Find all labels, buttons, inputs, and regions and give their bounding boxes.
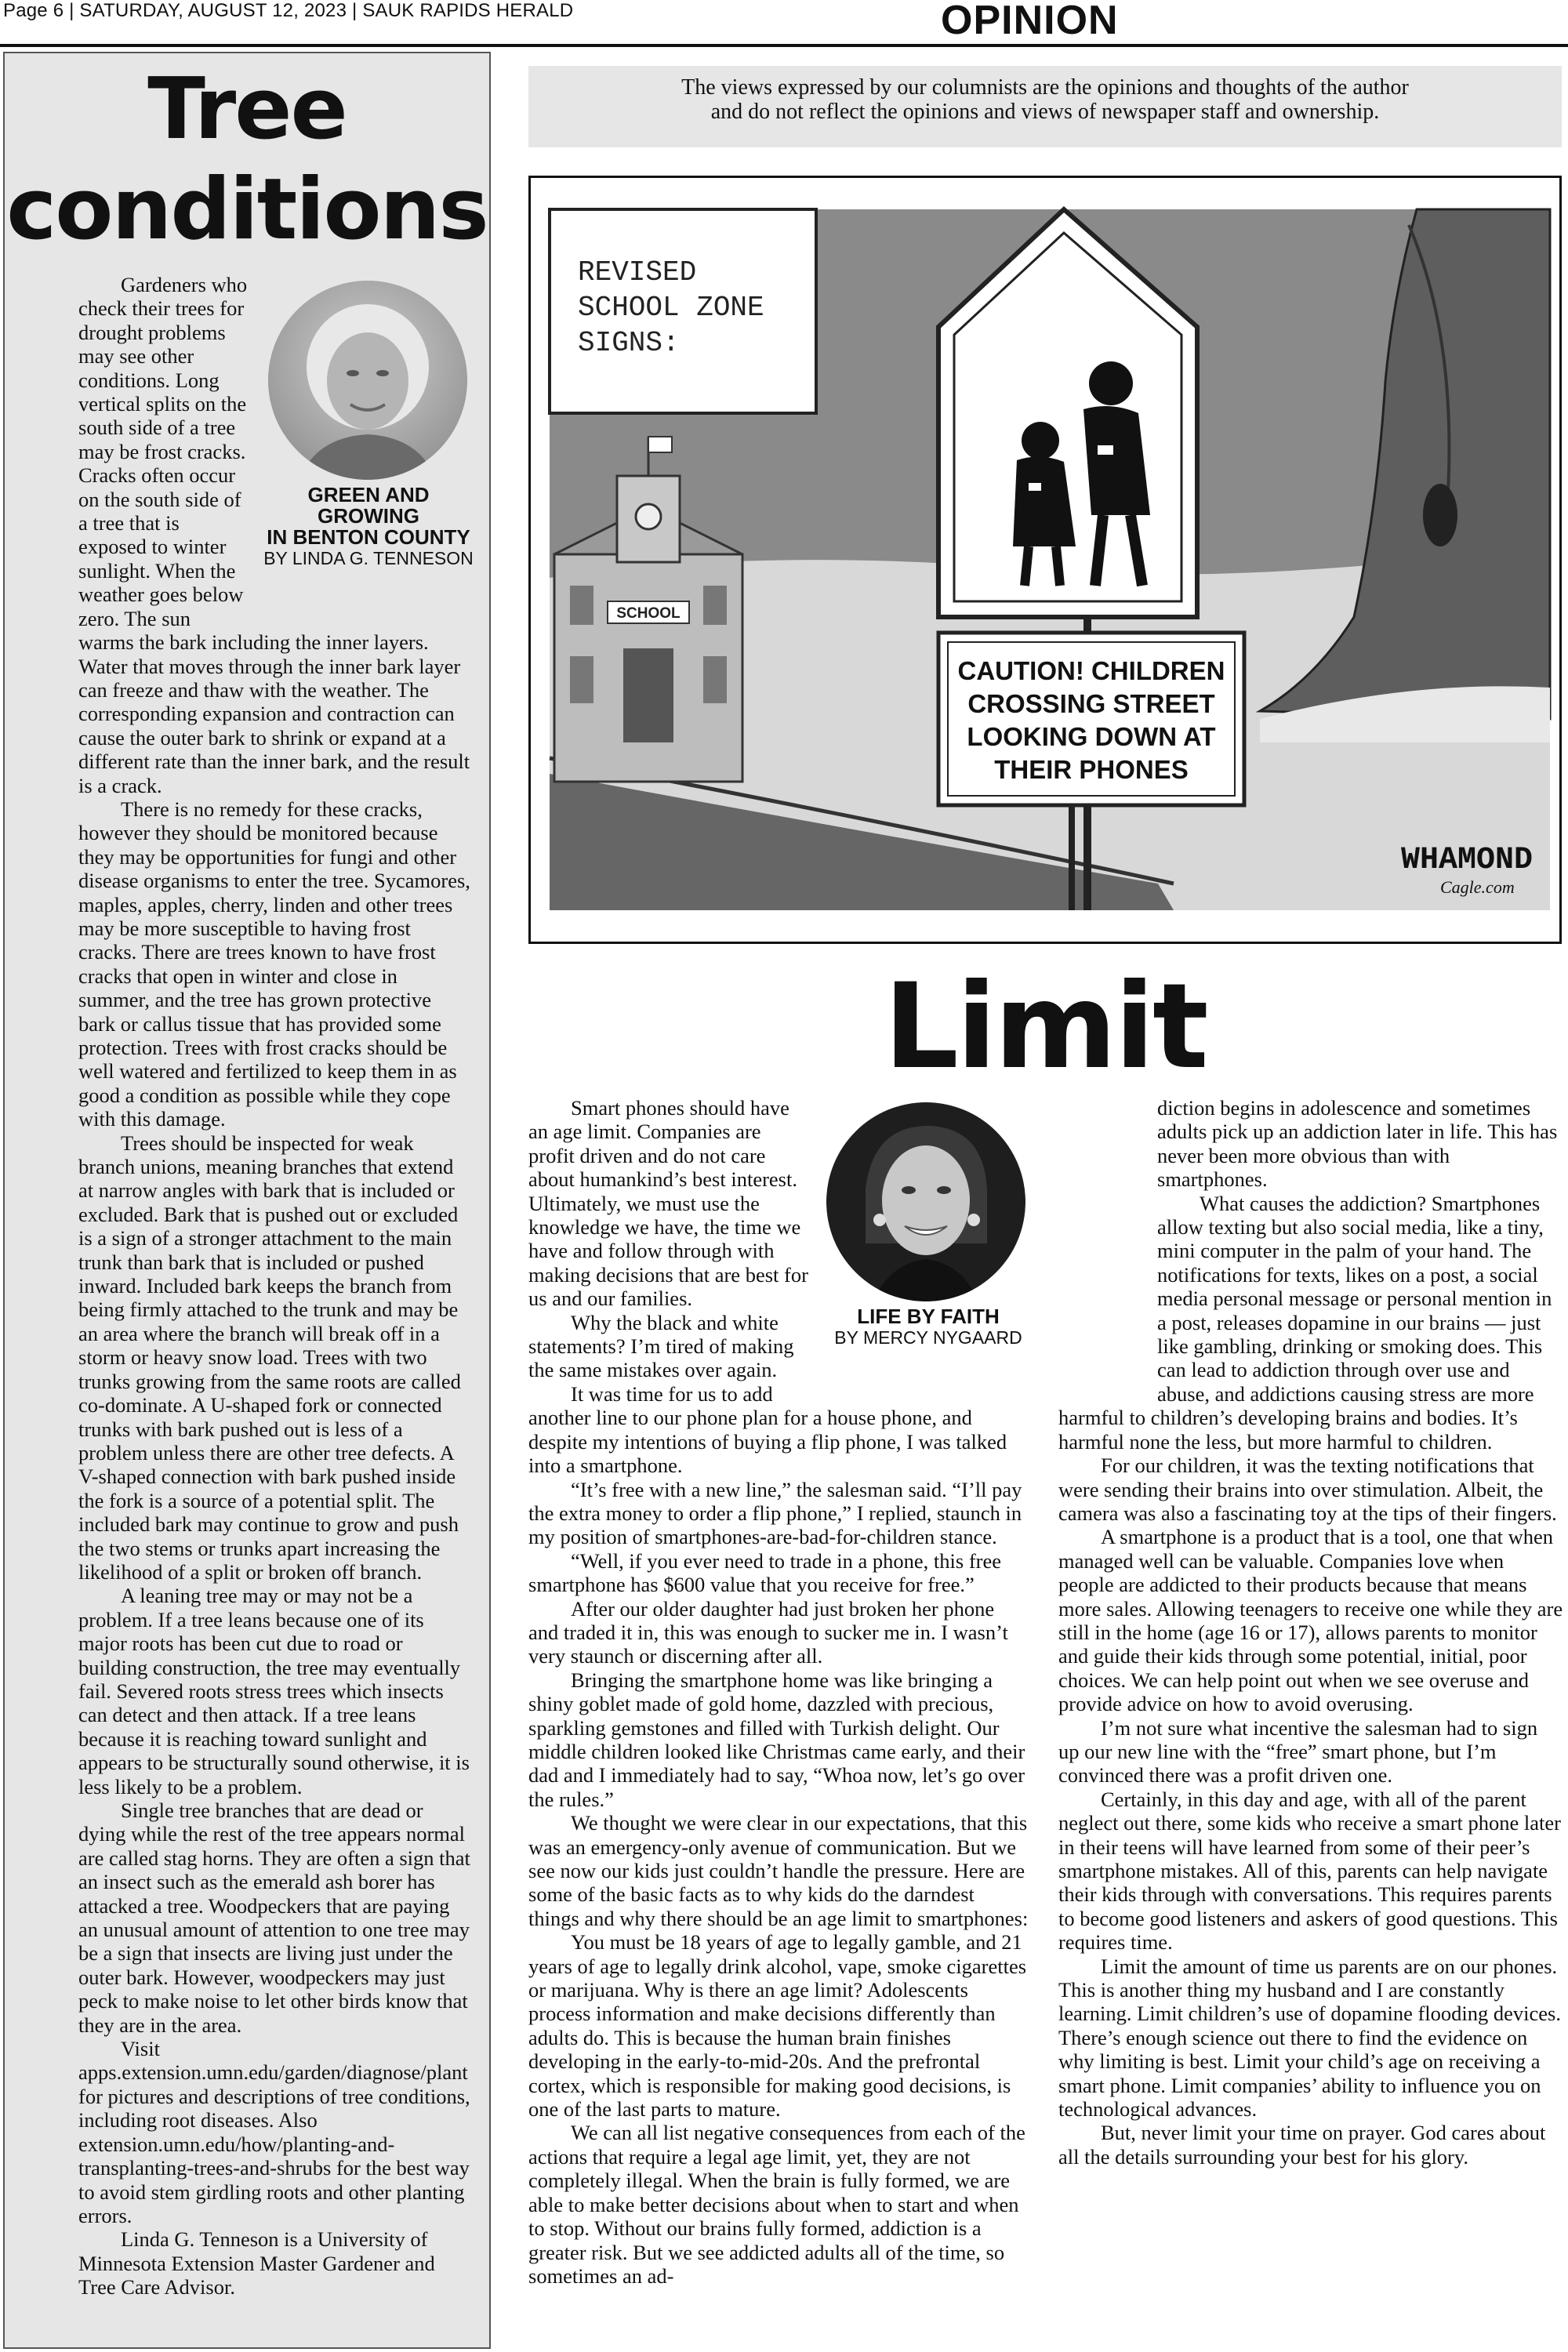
mercy-nygaard-photo — [826, 1102, 1025, 1301]
paragraph: It was time for us to add another line to our phone plan for a house phone, and despite my intentions of buying a flip phone, I was talked into a smartphone. — [528, 1381, 1007, 1478]
tree-byline — [259, 485, 478, 568]
linda-tenneson-photo — [268, 281, 467, 480]
paragraph: A smartphone is a product that is a tool, one that when managed well can be valuable. Companies love when people are addicted to their products because that means more sales. Allowing teenagers to receive one while they are still in the home (age 16 or 17), allows parents to monitor and guide their kids through some potential, initial, poor choices. We can help point out when we see overuse and provide advice on how to avoid overusing. — [1058, 1525, 1563, 1716]
limit-byline — [817, 1306, 1040, 1348]
paragraph: What causes the addiction? Smartphones allow texting but also social media, like a tiny, mini computer in the palm of your hand. The notifications for texts, likes on a post, a social media personal message or personal mention in a post, releases dopamine in our brains — just like gambling, drinking or smoking does. This can lead to addiction through over use and abuse, and addictions causing stress are more harmful to children’s developing brains and bodies. It’s harmful none the less, but more harmful to children. — [1058, 1191, 1552, 1454]
section-name: OPINION — [941, 0, 1119, 43]
paragraph: Visit apps.extension.umn.edu/garden/diagnose/plant for pictures and descriptions of tree conditions, including root diseases. Also extension.umn.edu/how/planting-and-transplanting-trees-and-shrubs for the best way to avoid stem girdling roots and other planting errors. — [78, 2037, 470, 2227]
paragraph: A leaning tree may or may not be a problem. If a tree leans because one of its major roots has been cut due to road or building construction, the tree may eventually fail. Severed roots stress trees which insects can detect and then attack. If a tree leans because it is reaching toward sunlight and appears to be structurally sound otherwise, it is less likely to be a problem. — [78, 1584, 470, 1798]
limit-column-2 — [1058, 1096, 1563, 2169]
paragraph: Linda G. Tenneson is a University of Minnesota Extension Master Gardener and Tree Care Advisor. — [78, 2227, 435, 2299]
disclaimer-line-1: The views expressed by our columnists are the opinions and thoughts of the author — [681, 75, 1409, 100]
paragraph: Single tree branches that are dead or dying while the rest of the tree appears normal are called stag horns. They are often a sign that an insect such as the emerald ash borer has attacked a tree. Woodpeckers that are paying an unusual amount of attention to one tree may be a sign that insects are living just under the outer bark. However, woodpeckers may just peck to make noise to let other birds know that they are in the area. — [78, 1798, 470, 2037]
masthead — [0, 0, 1568, 45]
paragraph: Bringing the smartphone home was like bringing a shiny goblet made of gold home, dazzled with precious, sparkling gemstones and filled with Turkish delight. Our middle children looked like Christmas came early, and their dad and I immediately had to say, “Whoa now, let’s go over the rules.” — [528, 1668, 1025, 1811]
paragraph: There is no remedy for these cracks, however they should be monitored because they may be opportunities for fungi and other disease organisms to enter the tree. Sycamores, maples, apples, cherry, linden and other trees may be more susceptible to having frost cracks. There are trees known to have frost cracks that open in winter and close in summer, and the tree has grown protective bark or callus tissue that has provided some protection. Trees with frost cracks should be well watered and fertilized to keep them in as good a condition as possible while they cope with this damage. — [78, 797, 470, 1131]
tree-conditions-title — [5, 60, 489, 260]
caution-line-3: LOOKING DOWN AT — [967, 722, 1216, 751]
caution-line-4: THEIR PHONES — [994, 755, 1189, 784]
paragraph: Certainly, in this day and age, with all of the parent neglect out there, some kids who receive a smart phone later in their teens will have learned from some of their peer’s smartphone mistakes. All of this, parents can help navigate their kids through with conversations. This requires parents to become good listeners and askers of good questions. This requires time. — [1058, 1787, 1561, 1955]
paragraph: We thought we were clear in our expectations, that this was an emergency-only avenue of communication. But we see now our kids just couldn’t handle the pressure. Here are some of the basic facts as to why kids do the darndest things and why there should be an age limit to smartphones: — [528, 1811, 1029, 1930]
paragraph: “It’s free with a new line,” the salesman said. “I’ll pay the extra money to order a flip phone,” I replied, staunch in my position of smartphones-are-bad-for-children stance. — [528, 1477, 1022, 1549]
disclaimer-line-2: and do not reflect the opinions and views of newspaper staff and ownership. — [710, 100, 1380, 124]
opinion-disclaimer — [528, 66, 1562, 147]
byline-kicker: IN BENTON COUNTY — [267, 525, 470, 549]
byline-kicker: GREEN AND — [307, 483, 430, 506]
caution-sign — [938, 633, 1244, 805]
editorial-cartoon — [528, 176, 1562, 944]
paragraph: Smart phones should have an age limit. Companies are profit driven and do not care about humankind’s best interest. Ultimately, we must use the knowledge we have, the time we have and follow through with making decisions that are best for us and our families. — [528, 1096, 808, 1311]
paragraph: Gardeners who check their trees for drought problems may see other conditions. Long vertical splits on the south side of a tree may be frost cracks. Cracks often occur on the south side of a tree that is exposed to winter sunlight. When the weather goes below zero. The sun warms the bark including the inner layers. Water that moves through the inner bark layer can freeze and thaw with the weather. The corresponding expansion and contraction can cause the outer bark to shrink or expand at a different rate than the inner bark, and the result is a crack. — [78, 273, 470, 797]
paragraph: Why the black and white statements? I’m tired of making the same mistakes over again. — [528, 1310, 794, 1382]
board-line-1: REVISED — [578, 256, 697, 289]
byline-kicker: GROWING — [318, 504, 419, 528]
board-line-2: SCHOOL ZONE — [578, 292, 764, 324]
title-line-2: conditions — [6, 161, 488, 259]
byline-kicker: LIFE BY FAITH — [857, 1305, 1000, 1328]
paragraph: We can all list negative consequences from each of the actions that require a legal age limit, yet, they are not completely illegal. When the brain is fully formed, we are able to make better decisions about when to start and when to stop. Without our brains fully formed, addiction is a greater risk. But we see addicted adults all of the time, so sometimes an ad- — [528, 2121, 1025, 2288]
paragraph: diction begins in adolescence and sometimes adults pick up an addiction later in life. This has never been more obvious than with smartphones. — [1157, 1096, 1558, 1192]
columnist-block — [259, 273, 474, 626]
paragraph: But, never limit your time on prayer. God cares about all the details surrounding your best for his glory. — [1058, 2121, 1546, 2169]
title-line-1: Tree — [147, 60, 347, 158]
folio: Page 6 | SATURDAY, AUGUST 12, 2023 | SAUK RAPIDS HERALD — [3, 0, 574, 21]
byline-author: BY MERCY NYGAARD — [834, 1327, 1022, 1348]
cartoon-drawing — [531, 178, 1559, 942]
caution-line-1: CAUTION! CHILDREN — [957, 656, 1225, 685]
board-line-3: SIGNS: — [578, 327, 680, 359]
paragraph: Trees should be inspected for weak branch unions, meaning branches that extend at narrow angles with bark that is included or excluded. Bark that is pushed out or excluded is a sign of a stronger attachment to the main trunk than bark that is included or pushed inward. Included bark keeps the branch from being firmly attached to the trunk and may be an area where the branch will break off in a storm or heavy snow load. Trees with two trunks growing from the same roots are called co-dominate. A U-shaped fork or connected trunks with bark pushed out is less of a problem unless there are other tree defects. A V-shaped connection with bark pushed inside the fork is a source of a potential split. The included bark may continue to grow and push the two stems or trunks apart increasing the likelihood of a split or broken off branch. — [78, 1131, 461, 1584]
masthead-rule — [0, 44, 1568, 47]
school-label: SCHOOL — [616, 605, 681, 622]
limit-column-1 — [528, 1096, 1029, 2288]
tree-conditions-body — [78, 273, 474, 2299]
tree-conditions-column — [3, 52, 491, 2349]
limit-title: Limit — [884, 959, 1207, 1095]
paragraph: After our older daughter had just broken her phone and traded it in, this was enough to sucker me in. I wasn’t very staunch or discerning after all. — [528, 1596, 1008, 1668]
artist-credit: Cagle.com — [1440, 877, 1515, 897]
byline-author: BY LINDA G. TENNESON — [263, 548, 474, 568]
photo-wrap-space — [1058, 1096, 1157, 1403]
paragraph: For our children, it was the texting notifications that were sending their brains into over stimulation. Albeit, the camera was also a fascinating toy at the tips of their fingers. — [1058, 1454, 1557, 1525]
limit-columnist-block — [817, 1096, 1029, 1403]
paragraph: I’m not sure what incentive the salesman had to sign up our new line with the “free” smart phone, but I’m convinced there was a profit driven one. — [1058, 1715, 1538, 1788]
paragraph: You must be 18 years of age to legally gamble, and 21 years of age to legally drink alcohol, vape, smoke cigarettes or marijuana. Why is there an age limit? Adolescents process information and make decisions differently than adults do. This is because the human brain finishes developing in the early-to-mid-20s. And the prefrontal cortex, which is responsible for making good decisions, is one of the last parts to mature. — [528, 1930, 1027, 2122]
paragraph: Limit the amount of time us parents are on our phones. This is another thing my husband and I are constantly learning. Limit children’s use of dopamine flooding devices. There’s enough science out there to find the evidence on why limiting is best. Limit your child’s age on receiving a smart phone. Limit companies’ ability to influence you on technological advances. — [1058, 1954, 1561, 2122]
caution-line-2: CROSSING STREET — [967, 689, 1215, 718]
revised-signs-board — [550, 209, 816, 413]
artist-signature: WHAMOND — [1401, 843, 1534, 878]
paragraph: “Well, if you ever need to trade in a phone, this free smartphone has $600 value that you receive for free.” — [528, 1548, 1001, 1597]
